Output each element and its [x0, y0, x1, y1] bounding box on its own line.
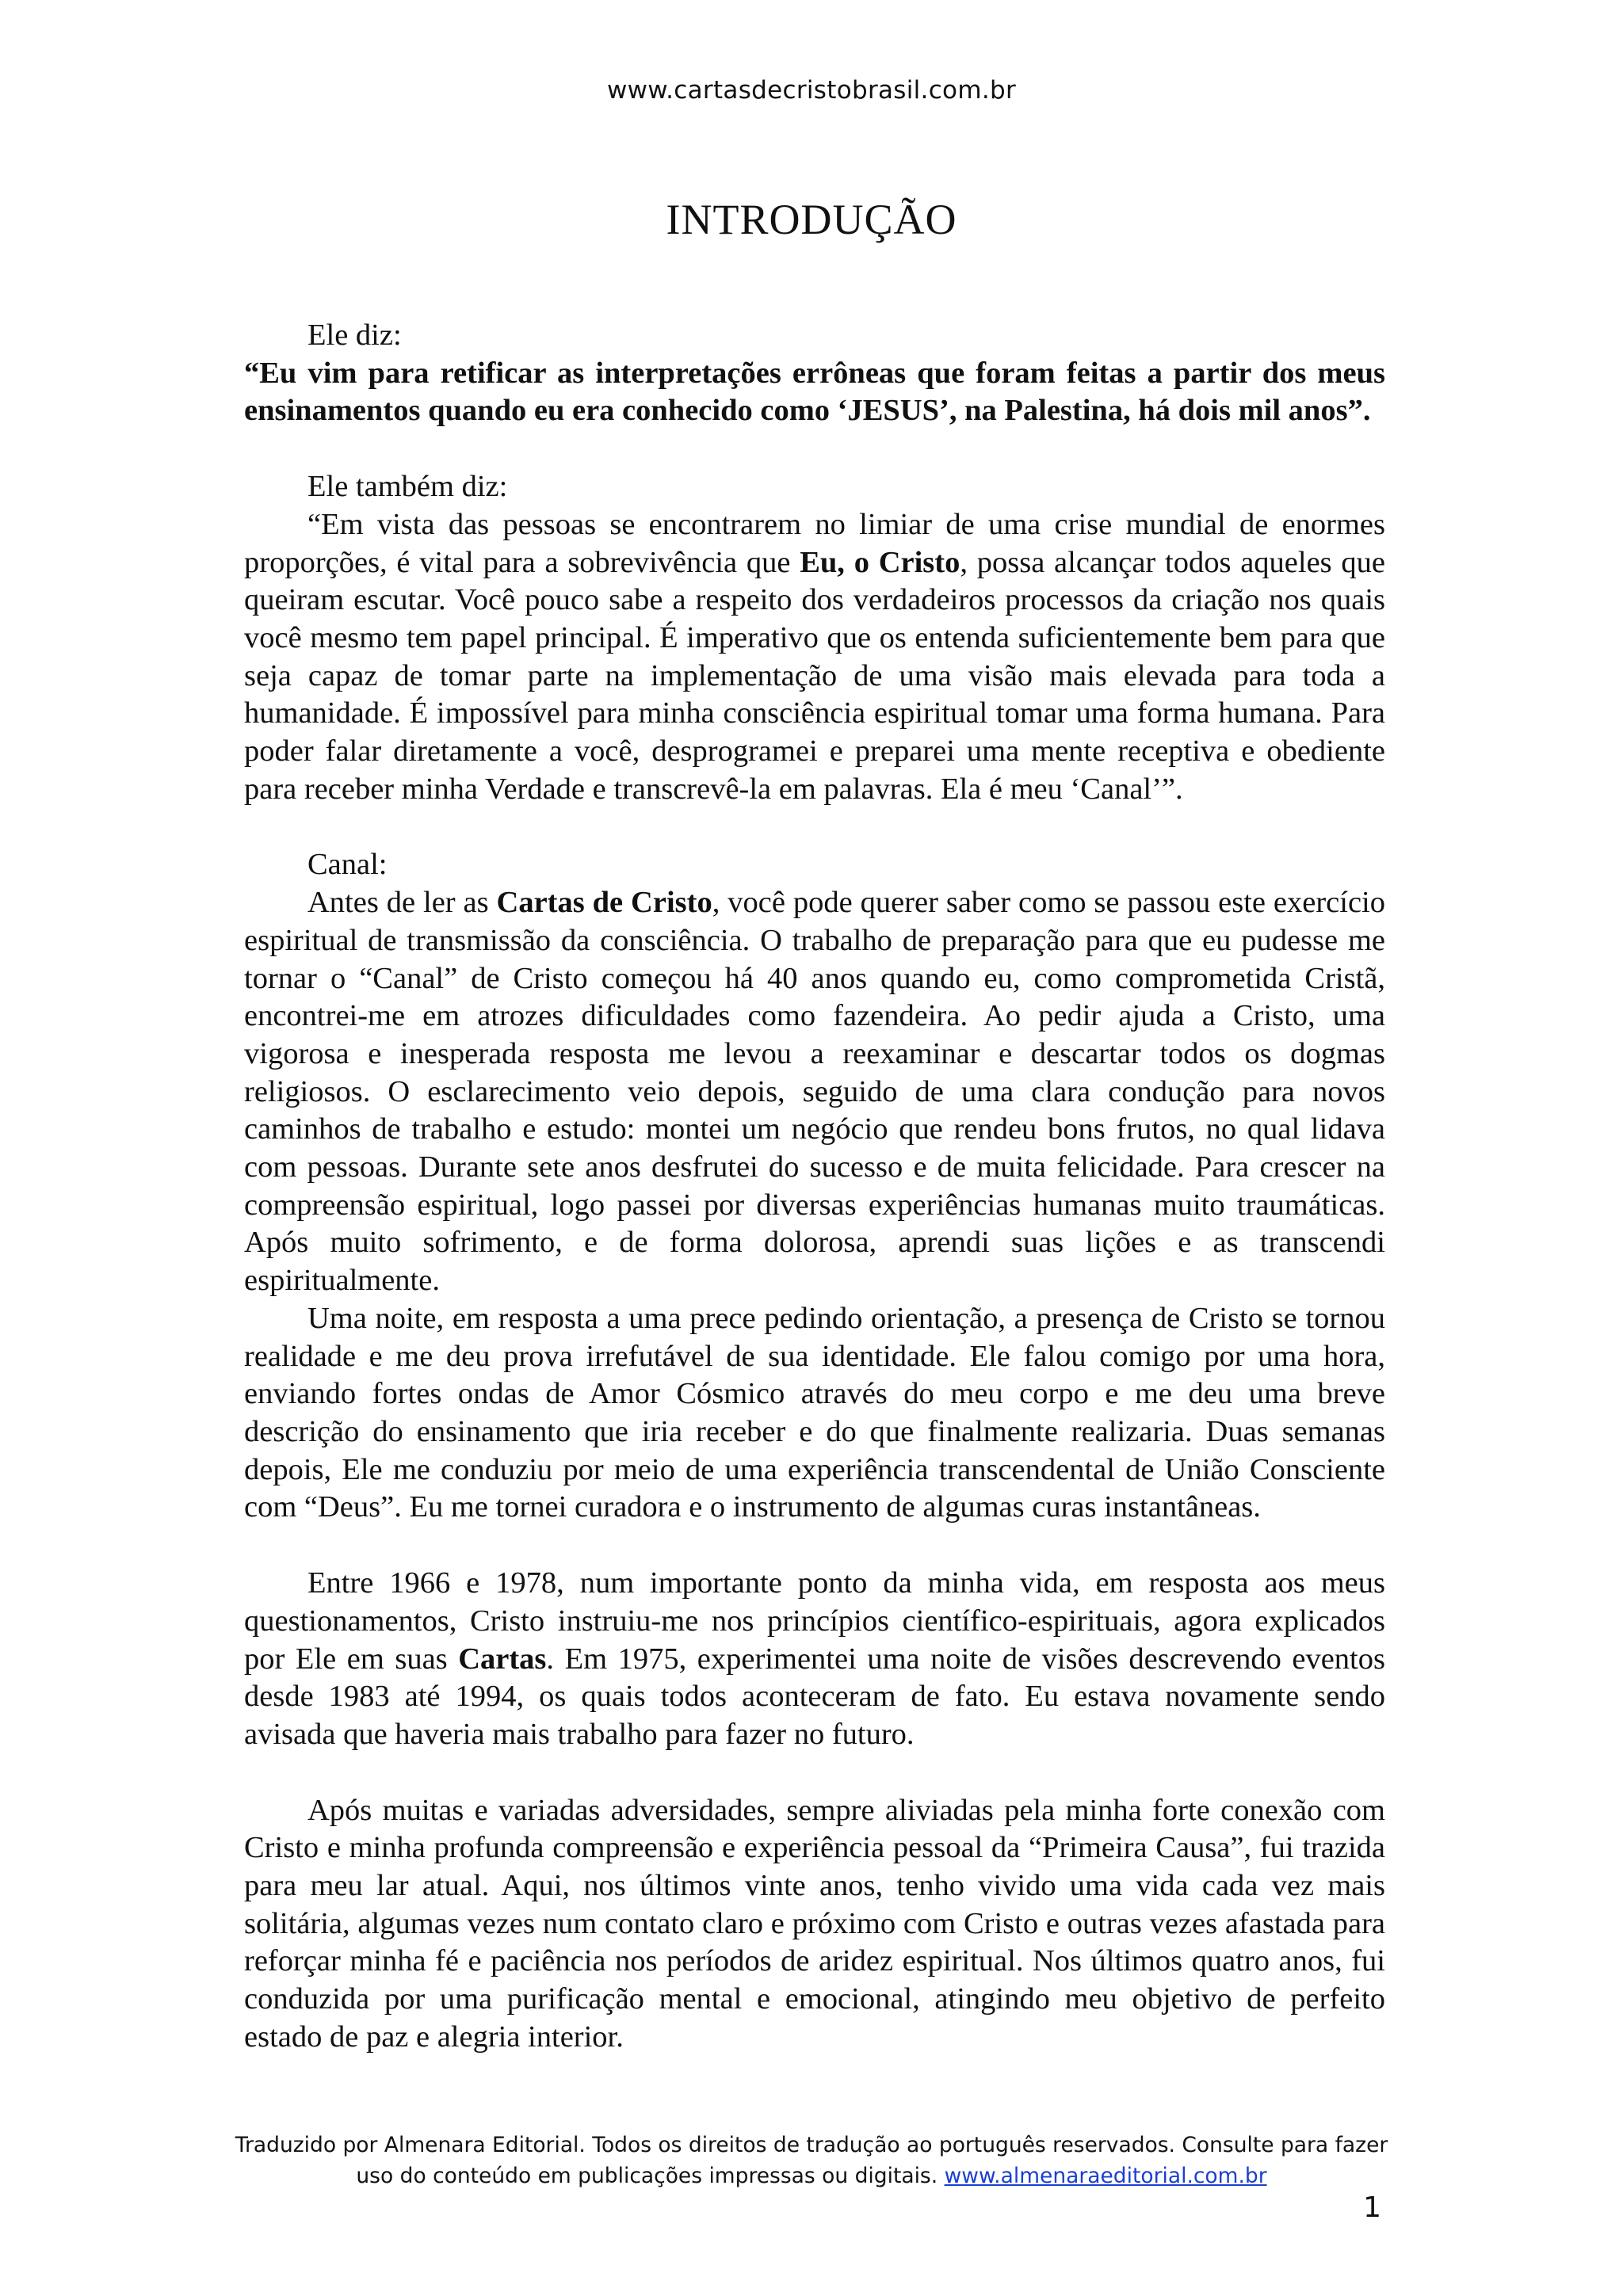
body-text — [244, 317, 1385, 2057]
quote-paragraph — [244, 355, 1385, 430]
bold-cartas-de-cristo: Cartas de Cristo — [496, 886, 712, 920]
section-label-ele-diz: Ele diz: — [307, 318, 402, 352]
footer-line-1: Traduzido por Almenara Editorial. Todos os direitos de tradução ao português reservados. Consulte para fazer — [235, 2133, 1388, 2157]
bold-quote: “Eu vim para retificar as interpretações errôneas que foram feitas a partir dos meus ensinamentos quando eu era conhecido como ‘JESUS’, na Palestina, há dois mil anos”. — [244, 356, 1385, 428]
footer — [0, 2130, 1623, 2191]
page-number: 1 — [1363, 2191, 1381, 2224]
paragraph-christ-message: “Em vista das pessoas se encontrarem no limiar de uma crise mundial de enormes proporções, é vital para a sobrevivência que Eu, o Cristo, possa alcançar todos aqueles que queiram escutar. Você pouco sabe a respeito dos verdadeiros processos da criação nos quais você mesmo tem papel principal. É imperativo que os entenda suficientemente bem para que seja capaz de tomar parte na implementação de uma visão mais elevada para toda a humanidade. É impossível para minha consciência espiritual tomar uma forma humana. Para poder falar diretamente a você, desprogramei e preparei uma mente receptiva e obediente para receber minha Verdade e transcrevê-la em palavras. Ela é meu ‘Canal’”. — [244, 507, 1385, 806]
footer-line-2: uso do conteúdo em publicações impressas ou digitais. www.almenaraeditorial.com.br — [356, 2164, 1267, 2188]
paragraph-adversidades: Após muitas e variadas adversidades, sempre aliviadas pela minha forte conexão com Cristo e minha profunda compreensão e experiência pessoal da “Primeira Causa”, fui trazida para meu lar atual. Aqui, nos últimos vinte anos, tenho vivido uma vida cada vez mais solitária, algumas vezes num contato claro e próximo com Cristo e outras vezes afastada para reforçar minha fé e paciência nos períodos de aridez espiritual. Nos últimos quatro anos, fui conduzida por uma purificação mental e emocional, atingindo meu objetivo de perfeito estado de paz e alegria interior. — [244, 1793, 1385, 2054]
section-label-ele-tambem-diz: Ele também diz: — [307, 470, 508, 504]
bold-eu-o-cristo: Eu, o Cristo — [800, 545, 960, 579]
header-website-url: www.cartasdecristobrasil.com.br — [606, 76, 1017, 105]
footer-publisher-link[interactable]: www.almenaraeditorial.com.br — [944, 2164, 1267, 2188]
bold-cartas: Cartas — [458, 1642, 547, 1676]
section-label-canal: Canal: — [307, 848, 388, 882]
paragraph-uma-noite: Uma noite, em resposta a uma prece pedindo orientação, a presença de Cristo se tornou realidade e me deu prova irrefutável de sua identidade. Ele falou comigo por uma hora, enviando fortes ondas de Amor Cósmico através do meu corpo e me deu uma breve descrição do ensinamento que iria receber e do que finalmente realizaria. Duas semanas depois, Ele me conduziu por meio de uma experiência transcendental de União Consciente com “Deus”. Eu me tornei curadora e o instrumento de algumas curas instantâneas. — [244, 1301, 1385, 1524]
page-title: INTRODUÇÃO — [666, 196, 957, 243]
paragraph-canal-intro: Antes de ler as Cartas de Cristo, você pode querer saber como se passou este exercício espiritual de transmissão da consciência. O trabalho de preparação para que eu pudesse me tornar o “Canal” de Cristo começou há 40 anos quando eu, como comprometida Cristã, encontrei-me em atrozes dificuldades como fazendeira. Ao pedir ajuda a Cristo, uma vigorosa e inesperada resposta me levou a reexaminar e descartar todos os dogmas religiosos. O esclarecimento veio depois, seguido de uma clara condução para novos caminhos de trabalho e estudo: montei um negócio que rendeu bons frutos, no qual lidava com pessoas. Durante sete anos desfrutei do sucesso e de muita felicidade. Para crescer na compreensão espiritual, logo passei por diversas experiências humanas muito traumáticas. Após muito sofrimento, e de forma dolorosa, aprendi suas lições e as transcendi espiritualmente. — [244, 886, 1385, 1298]
paragraph-1966-1978: Entre 1966 e 1978, num importante ponto da minha vida, em resposta aos meus questionamentos, Cristo instruiu-me nos princípios científico-espirituais, agora explicados por Ele em suas Cartas. Em 1975, experimentei uma noite de visões descrevendo eventos desde 1983 até 1994, os quais todos aconteceram de fato. Eu estava novamente sendo avisada que haveria mais trabalho para fazer no futuro. — [244, 1566, 1385, 1751]
